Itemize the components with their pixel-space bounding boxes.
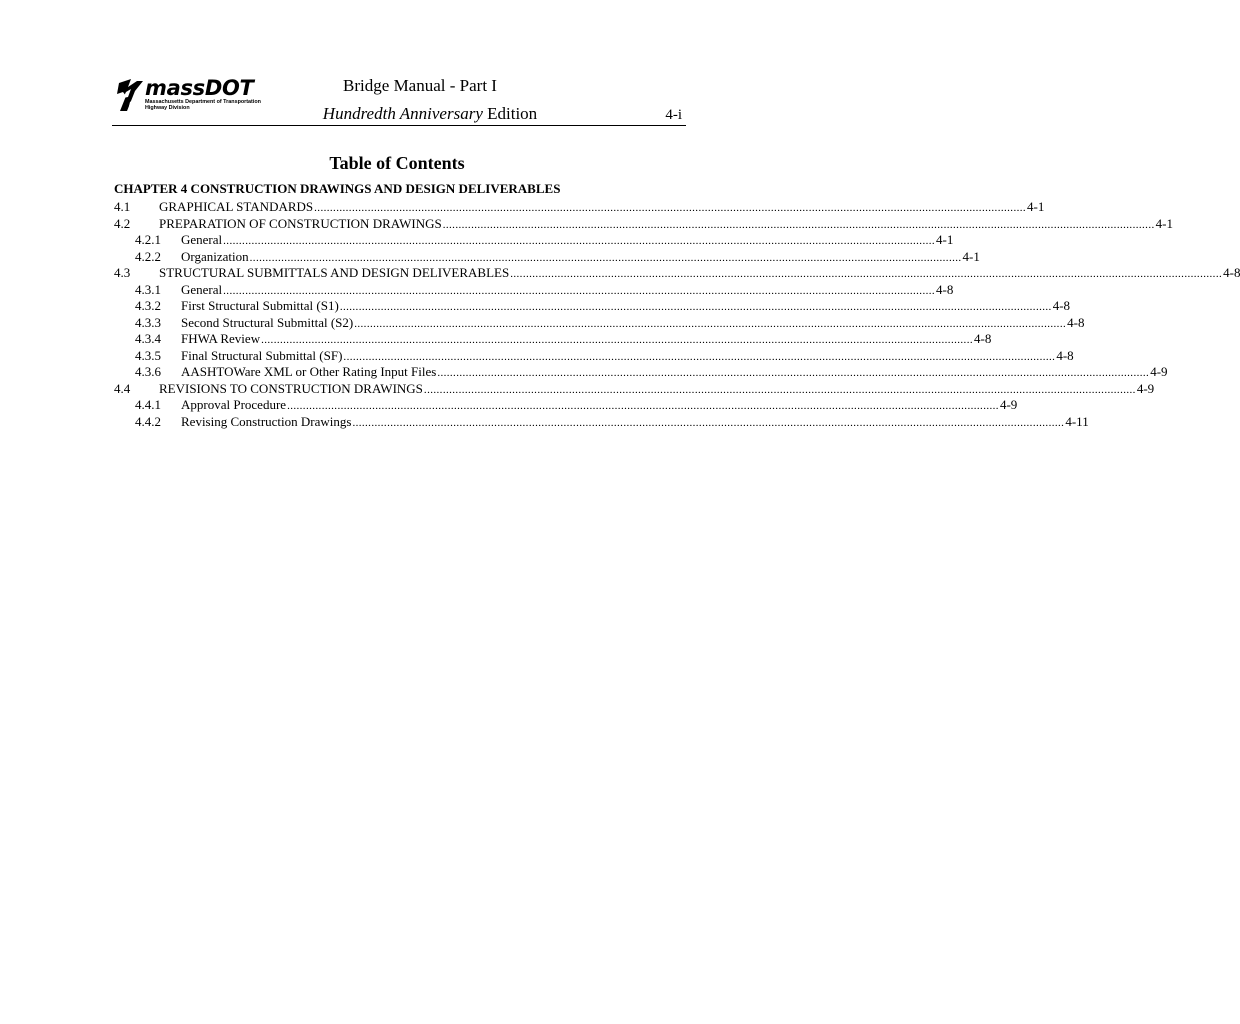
toc-entry-number: 4.3.6 [135,364,161,379]
edition-rest: Edition [482,104,538,123]
toc-entry-title: Organization [181,248,249,264]
toc-entry-title: AASHTOWare XML or Other Rating Input Files [181,364,437,379]
toc-entry-number: 4.1 [114,199,131,214]
toc-entry-page: 4-8 [974,331,992,346]
toc-dot-leader [287,398,999,415]
logo-wordmark: massDOT [145,76,254,100]
toc-entry[interactable] [114,248,980,266]
toc-dot-leader [354,316,1066,333]
toc-entry-number: 4.4 [114,380,131,396]
toc-entry-number: 4.2.1 [135,232,161,247]
toc-entry-number: 4.3 [114,265,131,280]
toc-entry[interactable] [114,413,1089,431]
toc-entry-page: 4-1 [1155,215,1173,231]
toc-entry-page: 4-8 [1052,298,1071,313]
toc-entry[interactable] [114,380,1155,398]
toc-dot-leader [250,250,962,267]
toc-dot-leader [352,415,1064,432]
edition-line [290,104,570,124]
logo-subline-department: Massachusetts Department of Transportation [145,99,261,105]
toc-entry-title: First Structural Submittal (S1) [181,298,339,313]
toc-entry[interactable] [114,281,954,299]
toc-entry-page: 4-1 [962,248,980,264]
toc-dot-leader [437,365,1149,382]
toc-entry-title: STRUCTURAL SUBMITTALS AND DESIGN DELIVERABLES [159,265,510,280]
toc-entry-number: 4.2 [114,215,131,231]
toc-entry-title: FHWA Review [181,331,261,346]
toc-entry-page: 4-8 [936,281,954,297]
toc-entry-number: 4.4.1 [135,397,161,412]
toc-entry-page: 4-9 [999,397,1018,412]
toc-entry-number: 4.4.2 [135,413,161,429]
toc-entry-title: PREPARATION OF CONSTRUCTION DRAWINGS [159,215,442,231]
logo-subline-division: Highway Division [145,105,190,111]
toc-entry[interactable] [114,314,1085,332]
toc-entry[interactable] [114,347,1074,365]
toc-entry-page: 4-1 [936,232,954,247]
massdot-logo [117,76,261,112]
toc-dot-leader [340,299,1052,316]
toc-entry-title: General [181,281,223,297]
massdot-logo-mark-icon [117,78,147,112]
toc-entry-number: 4.3.2 [135,298,161,313]
edition-italic: Hundredth Anniversary [322,104,483,123]
toc-dot-leader [443,217,1155,234]
toc-entry-title: Second Structural Submittal (S2) [181,314,354,330]
toc-entry-number: 4.3.5 [135,347,161,363]
toc-entry-page: 4-8 [1067,314,1085,330]
toc-dot-leader [343,349,1055,366]
toc-entry[interactable] [114,364,1168,381]
toc-entry[interactable] [114,215,1173,233]
toc-entry-title: REVISIONS TO CONSTRUCTION DRAWINGS [159,380,423,396]
toc-entry-number: 4.3.3 [135,314,161,330]
toc-list [114,199,1240,430]
manual-title: Bridge Manual - Part I [343,76,497,95]
toc-dot-leader [223,233,935,250]
toc-entry-page: 4-1 [1027,199,1045,214]
toc-dot-leader [314,200,1026,217]
toc-entry-page: 4-11 [1065,413,1089,429]
toc-dot-leader [223,283,935,300]
toc-entry[interactable] [114,265,1240,282]
toc-dot-leader [510,266,1222,283]
toc-dot-leader [424,382,1136,399]
toc-dot-leader [261,332,973,349]
toc-entry-page: 4-8 [1223,265,1240,280]
toc-entry-title: Revising Construction Drawings [181,413,352,429]
toc-entry[interactable] [114,298,1071,315]
toc-entry-title: General [181,232,223,247]
toc-entry-title: Approval Procedure [181,397,287,412]
toc-entry[interactable] [114,331,992,348]
page-number: 4-i [665,107,682,123]
toc-entry[interactable] [114,232,954,249]
toc-entry-number: 4.2.2 [135,248,161,264]
toc-entry-page: 4-8 [1056,347,1074,363]
header-divider [112,125,686,126]
toc-entry-page: 4-9 [1136,380,1155,396]
toc-entry-number: 4.3.1 [135,281,161,297]
toc-entry-page: 4-9 [1150,364,1168,379]
toc-entry[interactable] [114,397,1018,414]
toc-entry-number: 4.3.4 [135,331,161,346]
toc-entry[interactable] [114,199,1045,216]
toc-heading: Table of Contents [329,153,465,173]
toc-entry-title: GRAPHICAL STANDARDS [159,199,314,214]
chapter-title: CHAPTER 4 CONSTRUCTION DRAWINGS AND DESIGN DELIVERABLES [114,181,561,196]
toc-entry-title: Final Structural Submittal (SF) [181,347,343,363]
